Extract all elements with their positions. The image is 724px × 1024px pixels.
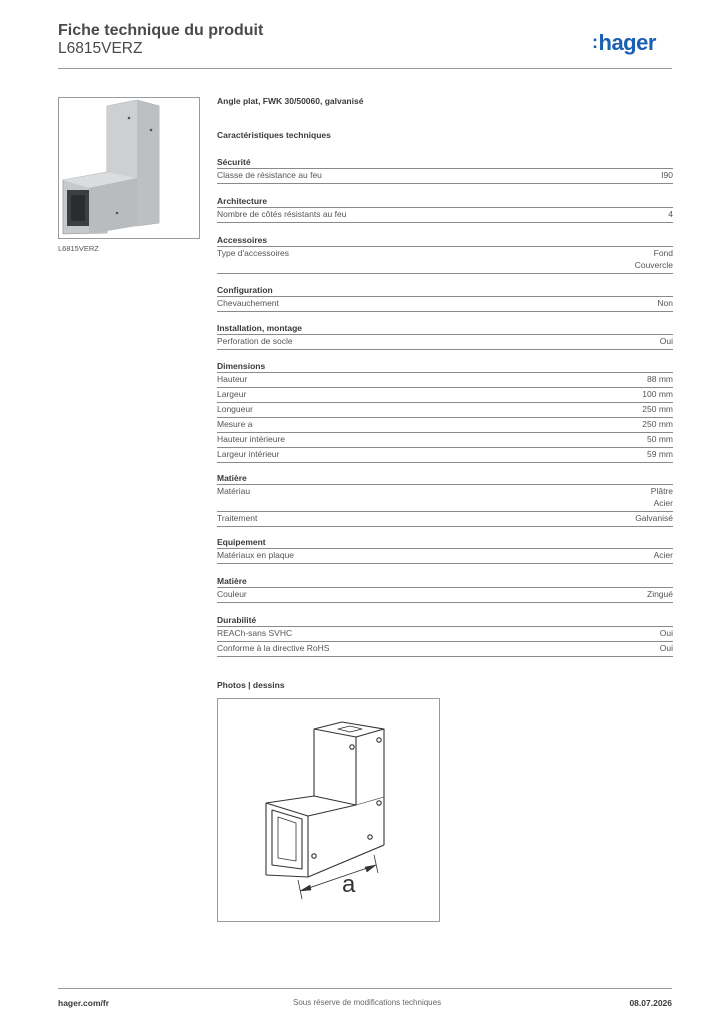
footer-disclaimer: Sous réserve de modifications techniques bbox=[293, 998, 442, 1007]
spec-value bbox=[651, 486, 673, 509]
spec-value bbox=[647, 449, 673, 461]
thumbnail-caption: L6815VERZ bbox=[58, 244, 99, 253]
spec-value bbox=[660, 643, 673, 655]
spec-value-line: 50 mm bbox=[647, 434, 673, 444]
spec-row bbox=[217, 512, 673, 527]
spec-value bbox=[642, 404, 673, 416]
spec-value-line: 59 mm bbox=[647, 449, 673, 459]
spec-label: Perforation de socle bbox=[217, 336, 293, 346]
section-installation bbox=[217, 319, 673, 350]
spec-value bbox=[660, 628, 673, 640]
photos-heading: Photos | dessins bbox=[217, 680, 285, 690]
spec-label: REACh-sans SVHC bbox=[217, 628, 293, 638]
footer-website-link[interactable]: hager.com/fr bbox=[58, 998, 110, 1008]
section-title: Matière bbox=[217, 473, 247, 483]
spec-value-line: I90 bbox=[661, 170, 673, 180]
section-title: Configuration bbox=[217, 285, 273, 295]
section-accessoires bbox=[217, 231, 673, 274]
spec-label: Matériau bbox=[217, 486, 251, 496]
spec-value bbox=[654, 550, 673, 562]
section-title: Dimensions bbox=[217, 361, 266, 371]
footer-divider bbox=[58, 988, 672, 989]
section-title: Matière bbox=[217, 576, 247, 586]
logo-dots: : bbox=[592, 32, 598, 52]
section-title: Architecture bbox=[217, 196, 268, 206]
section-securite bbox=[217, 153, 673, 184]
spec-row bbox=[217, 642, 673, 657]
section-title: Installation, montage bbox=[217, 323, 303, 333]
section-dimensions bbox=[217, 357, 673, 463]
technical-drawing bbox=[217, 698, 440, 922]
l-angle-duct-photo-icon bbox=[59, 98, 199, 238]
page-title: Fiche technique du produit bbox=[58, 22, 264, 39]
spec-value bbox=[642, 389, 673, 401]
spec-value bbox=[647, 374, 673, 386]
spec-row bbox=[217, 588, 673, 603]
spec-row bbox=[217, 433, 673, 448]
spec-value-line: 88 mm bbox=[647, 374, 673, 384]
spec-value bbox=[660, 336, 673, 348]
spec-value bbox=[647, 589, 673, 601]
hager-logo bbox=[592, 30, 656, 56]
section-configuration bbox=[217, 281, 673, 312]
product-thumbnail bbox=[58, 97, 200, 239]
spec-value-line: Non bbox=[657, 298, 673, 308]
spec-value-line: Fond bbox=[653, 248, 673, 258]
spec-label: Largeur bbox=[217, 389, 247, 399]
spec-label: Hauteur intérieure bbox=[217, 434, 286, 444]
spec-value bbox=[642, 419, 673, 431]
spec-value bbox=[668, 209, 673, 221]
spec-value-line: 250 mm bbox=[642, 404, 673, 414]
spec-value-line: Oui bbox=[659, 643, 673, 653]
dimension-label: a bbox=[342, 871, 356, 898]
spec-value-line: Acier bbox=[653, 550, 673, 560]
spec-value-line: Oui bbox=[659, 628, 673, 638]
spec-label: Mesure a bbox=[217, 419, 253, 429]
spec-label: Matériaux en plaque bbox=[217, 550, 295, 560]
section-durabilite bbox=[217, 611, 673, 657]
section-matiere-couleur bbox=[217, 572, 673, 603]
spec-value-line: Zingué bbox=[647, 589, 673, 599]
logo-text: hager bbox=[598, 30, 656, 55]
section-architecture bbox=[217, 192, 673, 223]
spec-value-line: Couvercle bbox=[634, 259, 673, 270]
spec-value-line: 4 bbox=[668, 209, 673, 219]
spec-value-line: Galvanisé bbox=[635, 512, 673, 523]
spec-row bbox=[217, 169, 673, 184]
spec-label: Conforme à la directive RoHS bbox=[217, 643, 330, 653]
spec-value-line: Plâtre bbox=[650, 486, 673, 496]
section-matiere bbox=[217, 469, 673, 527]
spec-row bbox=[217, 627, 673, 642]
spec-value bbox=[635, 248, 673, 271]
spec-row bbox=[217, 418, 673, 433]
spec-value bbox=[657, 298, 673, 310]
spec-value-line: Oui bbox=[659, 336, 673, 346]
tech-heading: Caractéristiques techniques bbox=[217, 130, 331, 140]
footer-date: 08.07.2026 bbox=[629, 998, 672, 1008]
section-title: Durabilité bbox=[217, 615, 257, 625]
spec-label: Nombre de côtés résistants au feu bbox=[217, 209, 347, 219]
spec-row bbox=[217, 335, 673, 350]
spec-value-line: 100 mm bbox=[642, 389, 673, 399]
spec-value bbox=[661, 170, 673, 182]
spec-row bbox=[217, 549, 673, 564]
spec-row bbox=[217, 373, 673, 388]
spec-label: Classe de résistance au feu bbox=[217, 170, 322, 180]
spec-row bbox=[217, 448, 673, 463]
section-title: Sécurité bbox=[217, 157, 251, 167]
spec-value bbox=[647, 434, 673, 446]
spec-row bbox=[217, 485, 673, 512]
header-divider bbox=[58, 68, 672, 69]
spec-row bbox=[217, 388, 673, 403]
spec-value-line: Acier bbox=[653, 497, 673, 508]
spec-value-line: 250 mm bbox=[642, 419, 673, 429]
spec-label: Longueur bbox=[217, 404, 253, 414]
spec-label: Traitement bbox=[217, 512, 258, 523]
section-equipement bbox=[217, 533, 673, 564]
spec-label: Hauteur bbox=[217, 374, 248, 384]
spec-value bbox=[635, 513, 673, 525]
spec-label: Chevauchement bbox=[217, 298, 279, 308]
l-angle-duct-drawing-icon bbox=[218, 699, 439, 921]
section-title: Equipement bbox=[217, 537, 266, 547]
spec-label: Type d'accessoires bbox=[217, 248, 290, 258]
spec-row bbox=[217, 247, 673, 274]
product-reference: L6815VERZ bbox=[58, 40, 143, 57]
spec-row bbox=[217, 208, 673, 223]
spec-label: Couleur bbox=[217, 589, 247, 599]
spec-label: Largeur intérieur bbox=[217, 449, 280, 459]
section-title: Accessoires bbox=[217, 235, 268, 245]
spec-row bbox=[217, 403, 673, 418]
product-description: Angle plat, FWK 30/50060, galvanisé bbox=[217, 96, 364, 106]
spec-row bbox=[217, 297, 673, 312]
